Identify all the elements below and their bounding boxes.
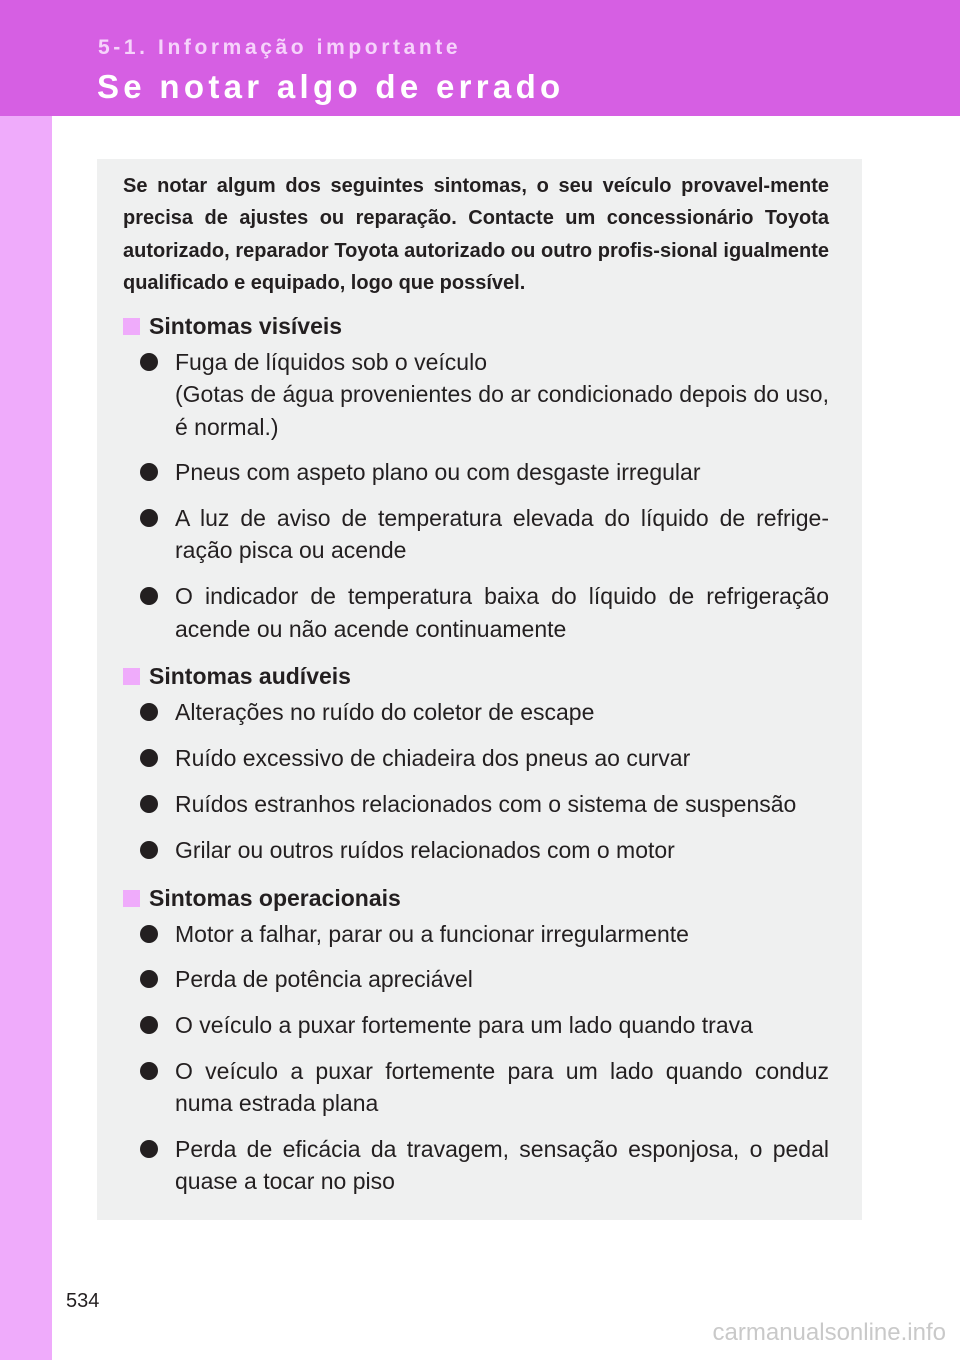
list-item-text: Fuga de líquidos sob o veículo: [175, 349, 487, 375]
list-item: [123, 742, 829, 774]
list-item: [123, 502, 829, 567]
bullet-dot-icon: [140, 1062, 158, 1080]
symptom-list: [123, 308, 829, 1211]
bullet-dot-icon: [140, 509, 158, 527]
list-item-text: Perda de eficácia da travagem, sensação esponjosa, o pedal quase a tocar no piso: [175, 1136, 829, 1195]
bullet-dot-icon: [140, 970, 158, 988]
section-heading-label: Sintomas visíveis: [149, 313, 343, 339]
bullet-dot-icon: [140, 1016, 158, 1034]
square-bullet-icon: [123, 668, 140, 685]
square-bullet-icon: [123, 890, 140, 907]
section-heading-operational: [123, 880, 829, 916]
section-heading-label: Sintomas operacionais: [149, 884, 401, 911]
list-item: [123, 1133, 829, 1198]
bullet-dot-icon: [140, 749, 158, 767]
list-item-text: Alterações no ruído do coletor de escape: [175, 699, 595, 726]
watermark: carmanualsonline.info: [712, 1319, 946, 1346]
intro-paragraph: Se notar algum dos seguintes sintomas, o seu veículo provavel-mente precisa de ajustes ou reparação. Contacte um concessionário Toyota autorizado, reparador Toyota autorizado ou outro profis-sional igualmente qualificado e equipado, logo que possível.: [123, 175, 829, 294]
list-item: [123, 963, 829, 995]
page-number: 534: [66, 1290, 100, 1312]
list-item: [123, 918, 829, 950]
bullet-dot-icon: [140, 925, 158, 943]
section-heading-audible: [123, 658, 829, 694]
list-item: [123, 696, 829, 728]
list-item-text: Perda de potência apreciável: [175, 966, 473, 993]
section-label: 5-1. Informação importante: [98, 36, 462, 59]
list-item-text: Ruídos estranhos relacionados com o sistema de suspensão: [175, 790, 797, 817]
list-item-text: Grilar ou outros ruídos relacionados com o motor: [175, 836, 675, 863]
bullet-dot-icon: [140, 795, 158, 813]
page-title: Se notar algo de errado: [97, 68, 565, 105]
bullet-dot-icon: [140, 463, 158, 481]
list-item: [123, 456, 829, 488]
list-item-text: A luz de aviso de temperatura elevada do líquido de refrige-ração pisca ou acende: [175, 505, 829, 564]
list-item-text: Ruído excessivo de chiadeira dos pneus ao curvar: [175, 745, 691, 772]
list-item: [123, 1009, 829, 1041]
list-item-text: Motor a falhar, parar ou a funcionar irregularmente: [175, 920, 689, 947]
list-item-text: O veículo a puxar fortemente para um lado quando trava: [175, 1012, 753, 1039]
list-item: [123, 788, 829, 820]
section-heading-label: Sintomas audíveis: [149, 663, 351, 690]
bullet-dot-icon: [140, 703, 158, 721]
list-item-text: O veículo a puxar fortemente para um lado quando conduz numa estrada plana: [175, 1057, 829, 1117]
square-bullet-icon: [123, 318, 140, 335]
list-item-text: Pneus com aspeto plano ou com desgaste irregular: [175, 459, 701, 486]
list-item: [123, 1055, 829, 1120]
bullet-dot-icon: [140, 587, 158, 605]
bullet-dot-icon: [140, 1140, 158, 1158]
list-item-text: O indicador de temperatura baixa do líquido de refrigeração acende ou não acende continuamente: [175, 583, 829, 642]
list-item: [123, 346, 829, 443]
bullet-dot-icon: [140, 353, 158, 371]
side-strip: [0, 116, 52, 1360]
list-item: [123, 834, 829, 866]
list-item-note: (Gotas de água provenientes do ar condicionado depois do uso, é normal.): [175, 381, 829, 440]
section-heading-visible: [123, 308, 829, 344]
list-item: [123, 580, 829, 645]
bullet-dot-icon: [140, 841, 158, 859]
